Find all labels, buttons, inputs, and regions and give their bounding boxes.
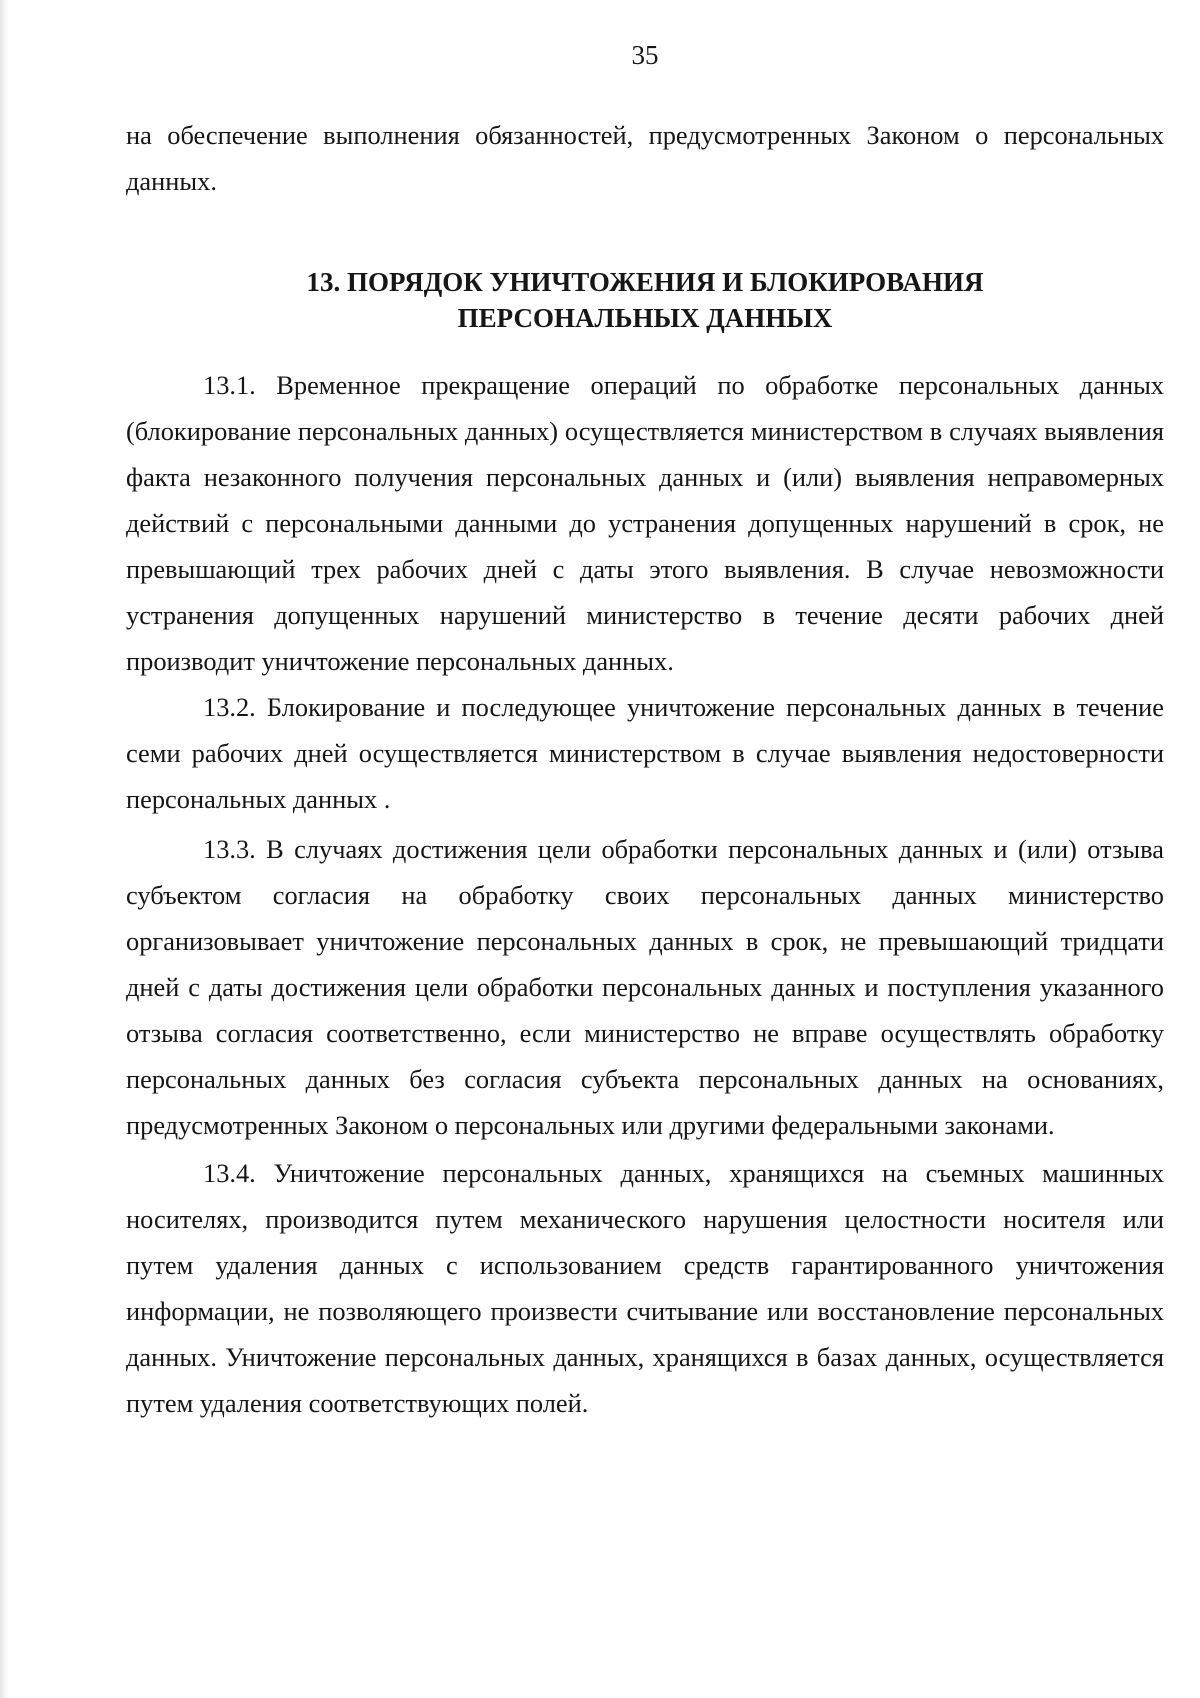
paragraph-13-3: 13.3. В случаях достижения цели обработки персональных данных и (или) отзыва субъектом согласия на обработку своих персональных данных министерство организовывает уничтожение персональных данных в срок, не превышающий тридцати дней с даты достижения цели обработки персональных данных и поступления указанного отзыва согласия соответственно, если министерство не вправе осуществлять обработку персональных данных без согласия субъекта персональных данных на основаниях, предусмотренных Законом о персональных или другими федеральными законами. — [126, 834, 1164, 1140]
page-number: 35 — [631, 40, 659, 70]
paragraph-13-1: 13.1. Временное прекращение операций по обработке персональных данных (блокирование персональных данных) осуществляется министерством в случаях выявления факта незаконного получения персональных данных и (или) выявления неправомерных действий с персональными данными до устранения допущенных нарушений в срок, не превышающий трех рабочих дней с даты этого выявления. В случае невозможности устранения допущенных нарушений министерство в течение десяти рабочих дней производит уничтожение персональных данных. — [126, 370, 1164, 676]
page-body — [126, 112, 1164, 1426]
section-heading-line-1: 13. ПОРЯДОК УНИЧТОЖЕНИЯ И БЛОКИРОВАНИЯ — [306, 267, 984, 297]
section-heading — [126, 264, 1164, 336]
section-heading-line-2: ПЕРСОНАЛЬНЫХ ДАННЫХ — [457, 303, 833, 333]
paragraph-13-2: 13.2. Блокирование и последующее уничтожение персональных данных в течение семи рабочих дней осуществляется министерством в случае выявления недостоверности персональных данных . — [126, 692, 1164, 814]
intro-paragraph: на обеспечение выполнения обязанностей, предусмотренных Законом о персональных данных. — [126, 120, 1164, 196]
paragraph-13-4: 13.4. Уничтожение персональных данных, хранящихся на съемных машинных носителях, производится путем механического нарушения целостности носителя или путем удаления данных с использованием средств гарантированного уничтожения информации, не позволяющего произвести считывание или восстановление персональных данных. Уничтожение персональных данных, хранящихся в базах данных, осуществляется путем удаления соответствующих полей. — [126, 1158, 1164, 1418]
